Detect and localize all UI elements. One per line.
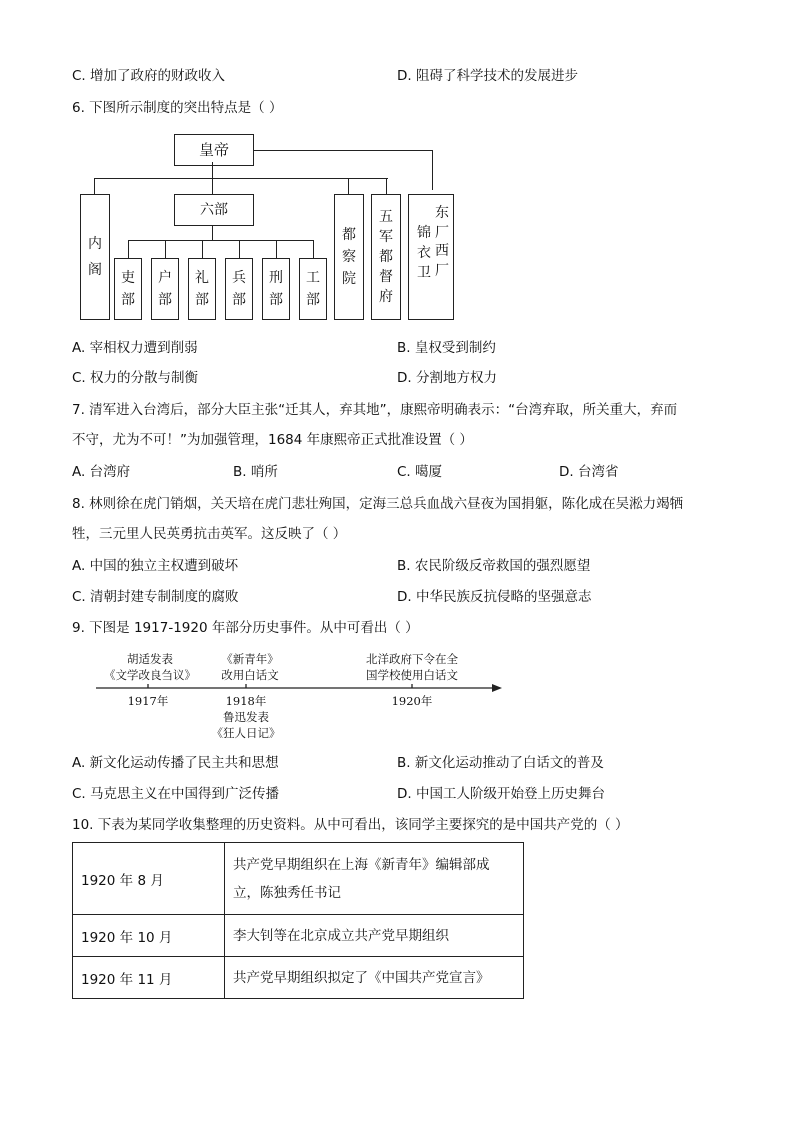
q6-option-b: B. 皇权受到制约 [397,340,496,356]
table-event-cell [225,843,524,915]
q6-option-d: D. 分割地方权力 [397,370,497,386]
table-event-line1: 共产党早期组织在上海《新青年》编辑部成 [233,856,490,873]
event-luxun-line2: 《狂人日记》 [211,726,281,740]
ministry-box-5: 工 部 [299,258,327,320]
q6-org-chart [72,128,462,328]
xichang-label: 西 厂 [435,243,449,279]
event-luxun-line1: 鲁迅发表 [223,710,269,724]
q7-option-b: B. 哨所 [233,464,278,480]
dongchang-box [408,194,454,320]
dongchang-label: 东 厂 [435,205,449,241]
event-hushi-line2: 《文学改良刍议》 [104,668,196,682]
year-1918: 1918年 [225,694,267,708]
duchayuan-label: 都 察 院 [342,227,356,287]
q8-option-a: A. 中国的独立主权遭到破坏 [72,558,239,574]
q5-option-d: D. 阻碍了科学技术的发展进步 [397,68,578,84]
event-xinqingnian-line2: 改用白话文 [221,668,279,682]
q8-option-c: C. 清朝封建专制制度的腐败 [72,589,239,605]
table-date-cell: 1920 年 8 月 [73,843,225,915]
q8-stem-line1: 8. 林则徐在虎门销烟，关天培在虎门悲壮殉国，定海三总兵血战六昼夜为国捐躯，陈化成在吴淞力竭牺 [72,496,684,512]
q9-timeline [90,648,510,748]
ministry-box-4: 刑 部 [262,258,290,320]
event-hushi-line1: 胡适发表 [127,652,173,666]
q8-option-b: B. 农民阶级反帝救国的强烈愿望 [397,558,591,574]
year-1917: 1917年 [127,694,169,708]
table-row [73,957,524,999]
q7-stem-line2: 不守，尤为不可！”为加强管理，1684 年康熙帝正式批准设置（ ） [72,432,473,448]
ministry-box-0: 吏 部 [114,258,142,320]
q7-option-c: C. 噶厦 [397,464,443,480]
event-beiyang-line2: 国学校使用白话文 [366,668,458,682]
six-ministries-box: 六部 [174,194,254,226]
q7-stem-line1: 7. 清军进入台湾后，部分大臣主张“迁其人，弃其地”，康熙帝明确表示：“台湾弃取，所关重大，弃而 [72,402,678,418]
table-row [73,915,524,957]
ministry-box-3: 兵 部 [225,258,253,320]
q7-option-a: A. 台湾府 [72,464,131,480]
ministry-box-2: 礼 部 [188,258,216,320]
q8-option-d: D. 中华民族反抗侵略的坚强意志 [397,589,592,605]
neige-label: 内 阁 [88,236,102,278]
q9-option-a: A. 新文化运动传播了民主共和思想 [72,755,279,771]
year-1920: 1920年 [391,694,433,708]
wujun-label: 五 军 都 督 府 [379,209,393,305]
ministry-box-1: 户 部 [151,258,179,320]
q10-table [72,842,524,999]
duchayuan-box [334,194,364,320]
event-beiyang-line1: 北洋政府下令在全 [366,652,458,666]
q6-option-c: C. 权力的分散与制衡 [72,370,199,386]
q10-stem: 10. 下表为某同学收集整理的历史资料。从中可看出，该同学主要探究的是中国共产党的（ ） [72,817,629,833]
table-event-cell: 李大钊等在北京成立共产党早期组织 [225,915,524,957]
q9-stem: 9. 下图是 1917-1920 年部分历史事件。从中可看出（ ） [72,620,419,636]
q9-option-d: D. 中国工人阶级开始登上历史舞台 [397,786,605,802]
table-date-cell: 1920 年 10 月 [73,915,225,957]
q6-option-a: A. 宰相权力遭到削弱 [72,340,198,356]
q5-option-c: C. 增加了政府的财政收入 [72,68,226,84]
table-event-line2: 立，陈独秀任书记 [233,884,341,901]
q8-stem-line2: 牲，三元里人民英勇抗击英军。这反映了（ ） [72,526,347,542]
q9-option-b: B. 新文化运动推动了白话文的普及 [397,755,604,771]
q7-option-d: D. 台湾省 [559,464,619,480]
table-row [73,843,524,915]
q9-option-c: C. 马克思主义在中国得到广泛传播 [72,786,280,802]
jinyiwei-label: 锦 衣 卫 [417,225,431,281]
wujun-box [371,194,401,320]
table-event-cell: 共产党早期组织拟定了《中国共产党宣言》 [225,957,524,999]
table-date-cell: 1920 年 11 月 [73,957,225,999]
event-xinqingnian-line1: 《新青年》 [221,652,279,666]
emperor-box: 皇帝 [174,134,254,166]
neige-box [80,194,110,320]
q6-stem: 6. 下图所示制度的突出特点是（ ） [72,100,283,116]
